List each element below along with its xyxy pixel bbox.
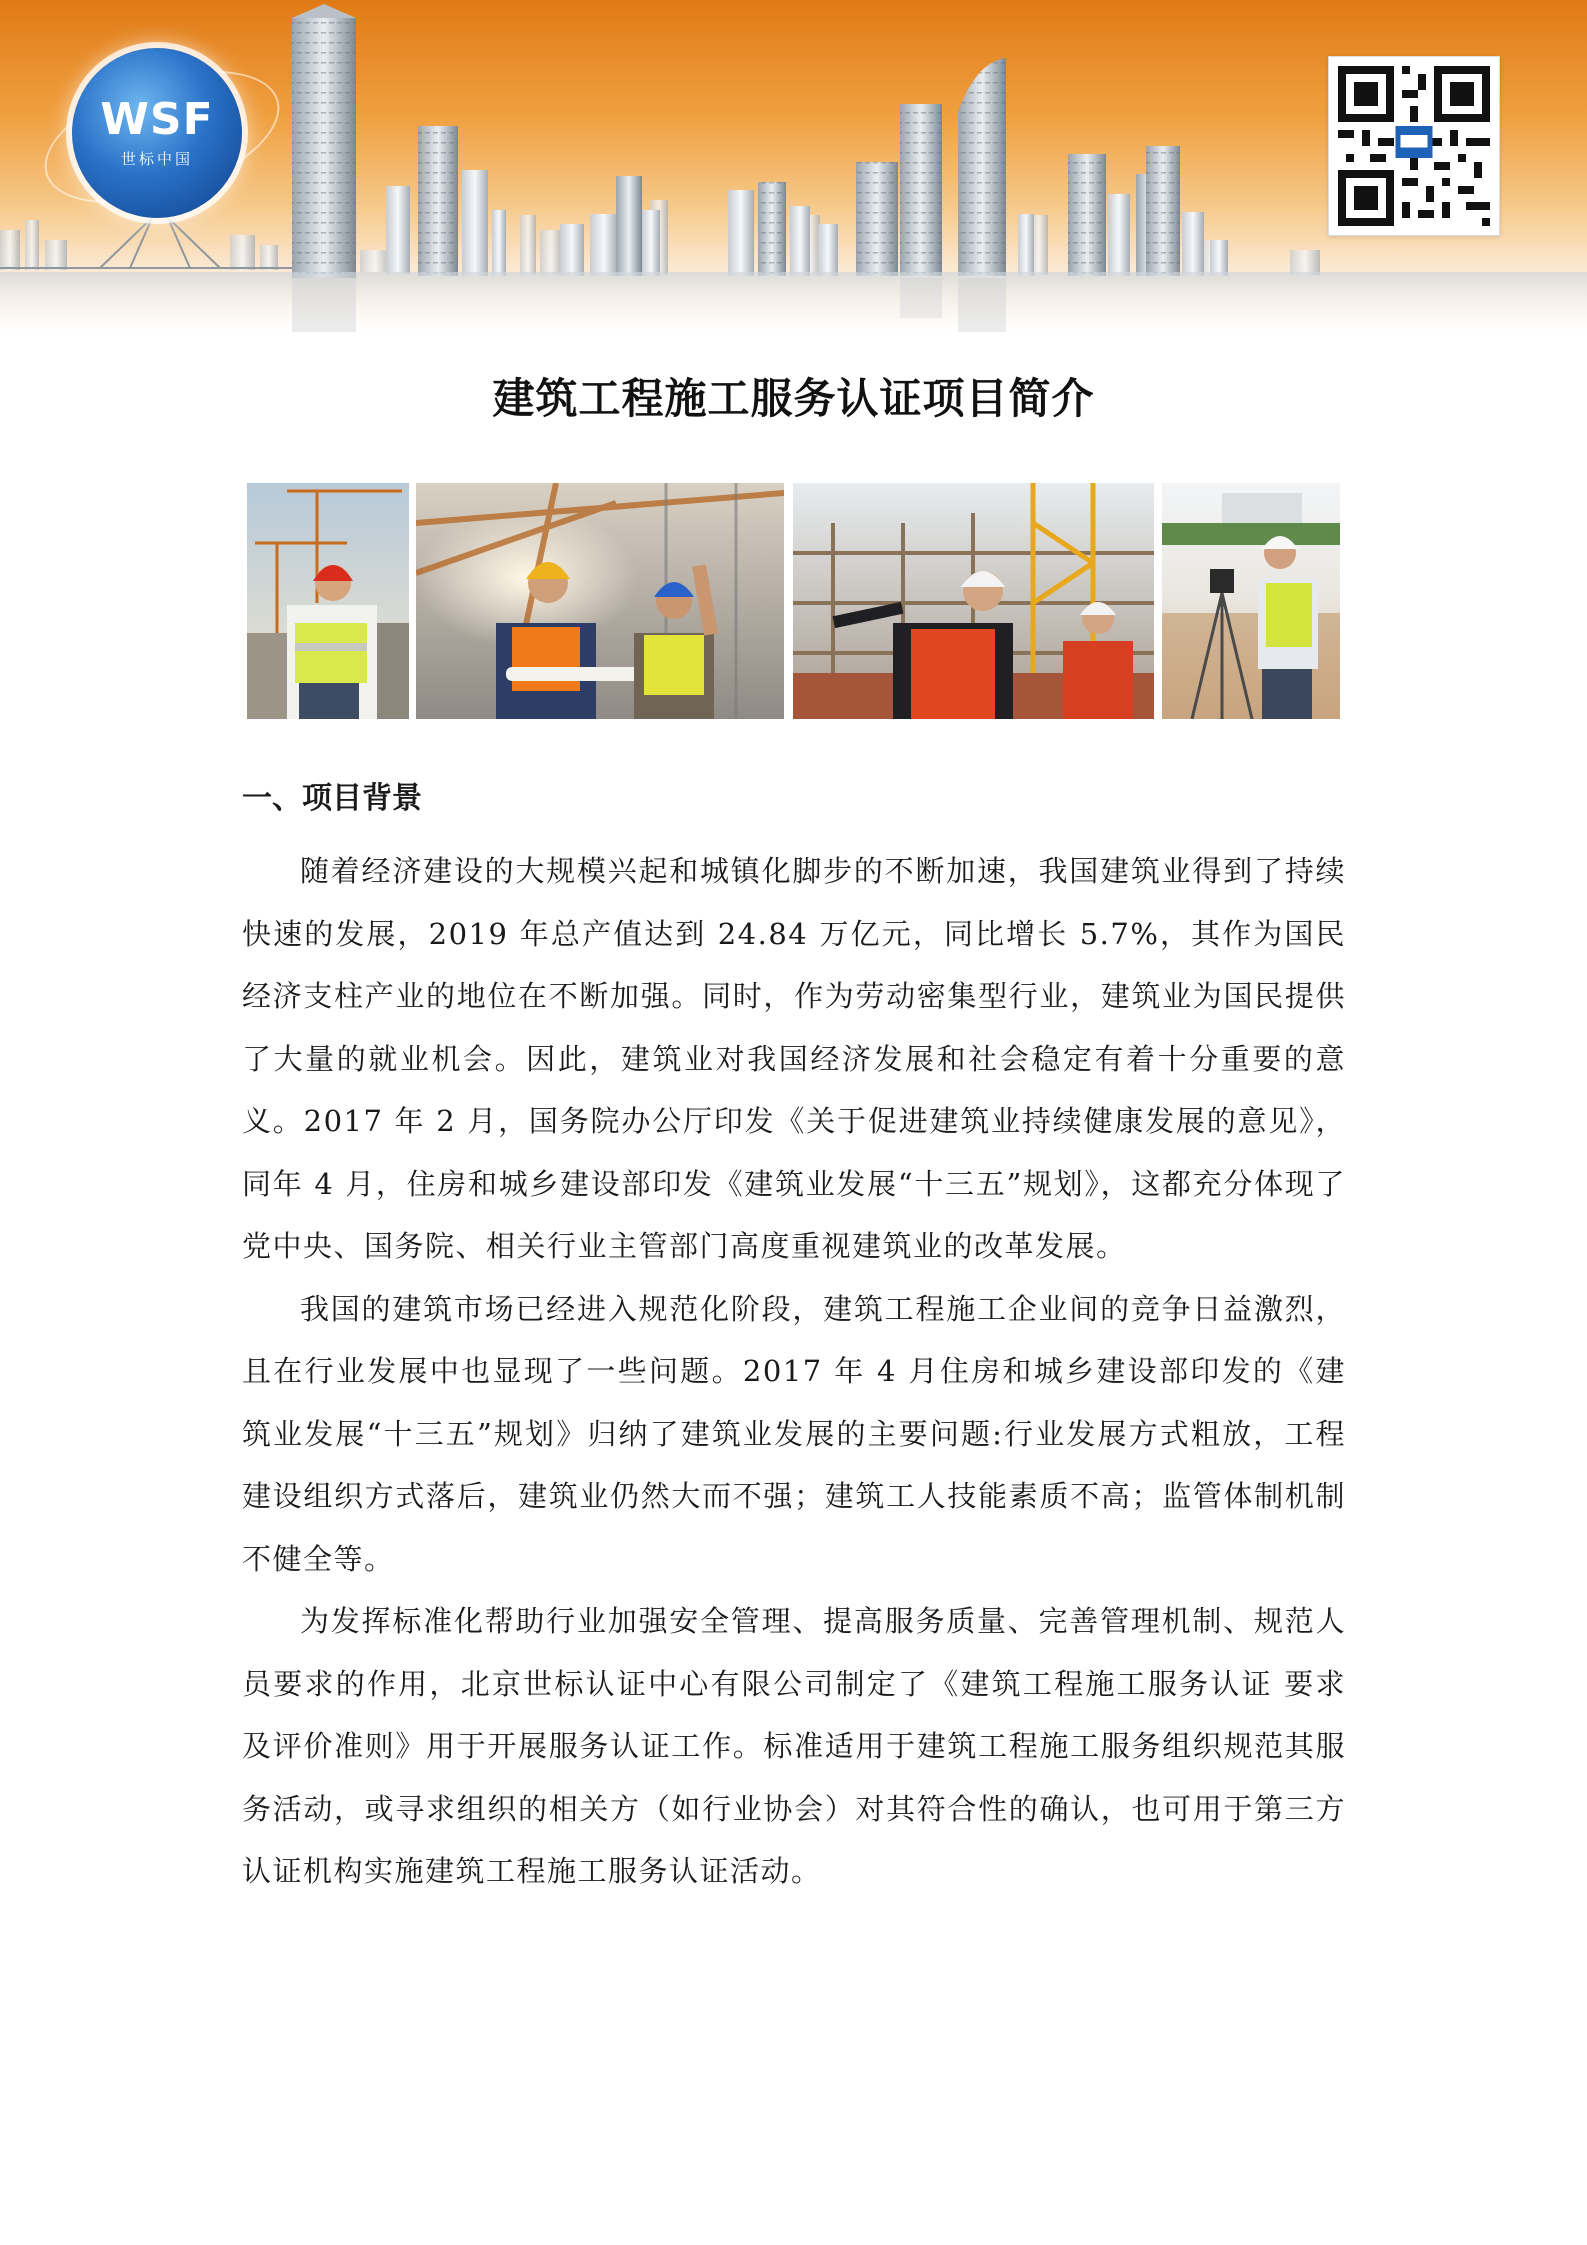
page-title: 建筑工程施工服务认证项目简介 — [492, 374, 1095, 423]
main-content — [242, 773, 1346, 1903]
section-heading-background: 一、项目背景 — [242, 781, 422, 816]
logo-subtitle: 世标中国 — [120, 149, 193, 168]
paragraph-market-problems: 我国的建筑市场已经进入规范化阶段，建筑工程施工企业间的竞争日益激烈，且在行业发展中也显现了一些问题。2017 年 4 月住房和城乡建设部印发的《建筑业发展“十三五”规划》归纳了建筑业发展的主要问题:行业发展方式粗放，工程建设组织方式落后，建筑业仍然大而不强；建筑工人技能素质不高；监管体制机制不健全等。 — [242, 1291, 1346, 1576]
paragraph-certification-standard: 为发挥标准化帮助行业加强安全管理、提高服务质量、完善管理机制、规范人员要求的作用，北京世标认证中心有限公司制定了《建筑工程施工服务认证 要求及评价准则》用于开展服务认证工作。标准适用于建筑工程施工服务组织规范其服务活动，或寻求组织的相关方（如行业协会）对其符合性的确认，也可用于第三方认证机构实施建筑工程施工服务认证活动。 — [242, 1604, 1346, 1888]
header-banner — [0, 0, 1587, 332]
photo-engineers-building-frame — [793, 483, 1154, 719]
photo-surveyor-theodolite — [1162, 483, 1340, 719]
logo-wordmark: WSF — [100, 93, 214, 145]
photo-two-engineers-blueprints — [416, 483, 784, 719]
qr-code-icon — [1328, 56, 1500, 236]
wsf-globe-logo-icon — [72, 48, 242, 218]
paragraph-industry-overview: 随着经济建设的大规模兴起和城镇化脚步的不断加速，我国建筑业得到了持续快速的发展，2019 年总产值达到 24.84 万亿元，同比增长 5.7%，其作为国民经济支柱产业的地位在不断加强。同时，作为劳动密集型行业，建筑业为国民提供了大量的就业机会。因此，建筑业对我国经济发展和社会稳定有着十分重要的意义。2017 年 2 月，国务院办公厅印发《关于促进建筑业持续健康发展的意见》，同年 4 月，住房和城乡建设部印发《建筑业发展“十三五”规划》，这都充分体现了党中央、国务院、相关行业主管部门高度重视建筑业的改革发展。 — [242, 854, 1346, 1263]
photo-worker-yellow-vest — [247, 483, 409, 719]
